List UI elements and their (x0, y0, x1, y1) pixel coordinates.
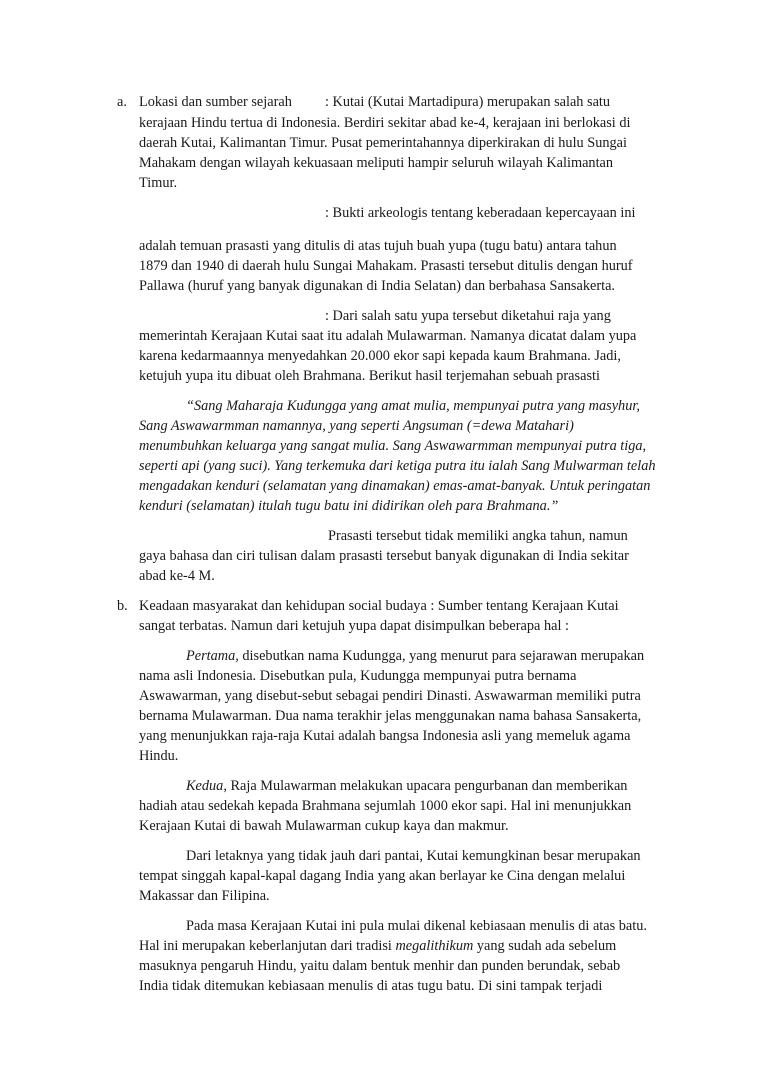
paragraph-line: bernama Mulawarman. Dua nama terakhir jelas menggunakan nama bahasa Sansakerta, (139, 708, 642, 724)
paragraph-line: India tidak ditemukan kebiasaan menulis di atas tugu batu. Di sini tampak terjadi (139, 978, 603, 994)
paragraph-text: Hal ini merupakan keberlanjutan dari tradisi (139, 938, 396, 954)
paragraph-line: karena kedarmaannya menyedahkan 20.000 ekor sapi kepada kaum Brahmana. Jadi, (139, 348, 621, 364)
list-marker-b: b. (117, 598, 128, 614)
paragraph-line (186, 776, 627, 797)
paragraph-text: Raja Mulawarman melakukan upacara pengurbanan dan memberikan (226, 778, 628, 794)
paragraph-line: Dari letaknya yang tidak jauh dari pantai, Kutai kemungkinan besar merupakan (186, 848, 641, 864)
paragraph-text: disebutkan nama Kudungga, yang menurut para sejarawan merupakan (238, 648, 645, 664)
section-a-label: Lokasi dan sumber sejarah (139, 94, 292, 110)
paragraph-line: Timur. (139, 175, 178, 191)
paragraph-line: kerajaan Hindu tertua di Indonesia. Berdiri sekitar abad ke-4, kerajaan ini berlokasi di (139, 115, 631, 131)
quote-line: kenduri (selamatan) itulah tugu batu ini didirikan oleh para Brahmana.” (139, 498, 559, 514)
paragraph-line: daerah Kutai, Kalimantan Timur. Pusat pemerintahannya diperkirakan di hulu Sungai (139, 135, 627, 151)
paragraph-line: Pada masa Kerajaan Kutai ini pula mulai dikenal kebiasaan menulis di atas batu. (186, 918, 647, 934)
emphasis-pertama: Pertama, (186, 648, 239, 664)
quote-line: “Sang Maharaja Kudungga yang amat mulia, mempunyai putra yang masyhur, (186, 398, 640, 414)
paragraph-line: Kerajaan Kutai di bawah Mulawarman cukup kaya dan makmur. (139, 818, 509, 834)
paragraph-line: memerintah Kerajaan Kutai saat itu adalah Mulawarman. Namanya dicatat dalam yupa (139, 328, 637, 344)
paragraph-line: Makassar dan Filipina. (139, 888, 270, 904)
paragraph-line (186, 646, 644, 667)
quote-line: mengadakan kenduri (selamatan yang dinamakan) emas-amat-banyak. Untuk peringatan (139, 478, 651, 494)
paragraph-line: Hindu. (139, 748, 179, 764)
paragraph-line: yang menunjukkan raja-raja Kutai adalah bangsa Indonesia asli yang memeluk agama (139, 728, 631, 744)
paragraph-line: tempat singgah kapal-kapal dagang India yang akan berlayar ke Cina dengan melalui (139, 868, 626, 884)
paragraph-line: 1879 dan 1940 di daerah hulu Sungai Mahakam. Prasasti tersebut ditulis dengan huruf (139, 258, 633, 274)
list-marker-a: a. (117, 94, 127, 110)
paragraph-line: ketujuh yupa itu dibuat oleh Brahmana. Berikut hasil terjemahan sebuah prasasti (139, 368, 600, 384)
paragraph-line: gaya bahasa dan ciri tulisan dalam prasasti tersebut banyak digunakan di India sekitar (139, 548, 629, 564)
emphasis-megalithikum: megalithikum (395, 938, 474, 954)
paragraph-line: nama asli Indonesia. Disebutkan pula, Kudungga mempunyai putra bernama (139, 668, 577, 684)
paragraph-line: hadiah atau sedekah kepada Brahmana sejumlah 1000 ekor sapi. Hal ini menunjukkan (139, 798, 632, 814)
quote-line: Sang Aswawarmman namannya, yang seperti Angsuman (=dewa Matahari) (139, 418, 574, 434)
paragraph-line: Pallawa (huruf yang banyak digunakan di India Selatan) dan berbahasa Sansakerta. (139, 278, 615, 294)
paragraph-line: abad ke-4 M. (139, 568, 215, 584)
paragraph-line: masuknya pengaruh Hindu, yaitu dalam bentuk menhir dan punden berundak, sebab (139, 958, 621, 974)
paragraph-line: Mahakam dengan wilayah kekuasaan meliputi hampir seluruh wilayah Kalimantan (139, 155, 614, 171)
paragraph-line (139, 936, 616, 957)
quote-line: seperti api (yang suci). Yang terkemuka dari ketiga putra itu ialah Sang Mulwarman telah (139, 458, 656, 474)
quote-line: menumbuhkan keluarga yang sangat mulia. Sang Aswawarmman mempunyai putra tiga, (139, 438, 647, 454)
paragraph-line: : Dari salah satu yupa tersebut diketahui raja yang (325, 308, 611, 324)
paragraph-line: Aswawarman, yang disebut-sebut sebagai pendiri Dinasti. Aswawarman memiliki putra (139, 688, 641, 704)
paragraph-line: Keadaan masyarakat dan kehidupan social budaya : Sumber tentang Kerajaan Kutai (139, 598, 619, 614)
paragraph-line: sangat terbatas. Namun dari ketujuh yupa dapat disimpulkan beberapa hal : (139, 618, 569, 634)
emphasis-kedua: Kedua, (186, 778, 227, 794)
paragraph-line: adalah temuan prasasti yang ditulis di atas tujuh buah yupa (tugu batu) antara tahun (139, 238, 617, 254)
paragraph-line: : Bukti arkeologis tentang keberadaan kepercayaan ini (325, 205, 636, 221)
paragraph-text: yang sudah ada sebelum (473, 938, 617, 954)
paragraph-line: : Kutai (Kutai Martadipura) merupakan salah satu (325, 94, 611, 110)
paragraph-line: Prasasti tersebut tidak memiliki angka tahun, namun (328, 528, 628, 544)
